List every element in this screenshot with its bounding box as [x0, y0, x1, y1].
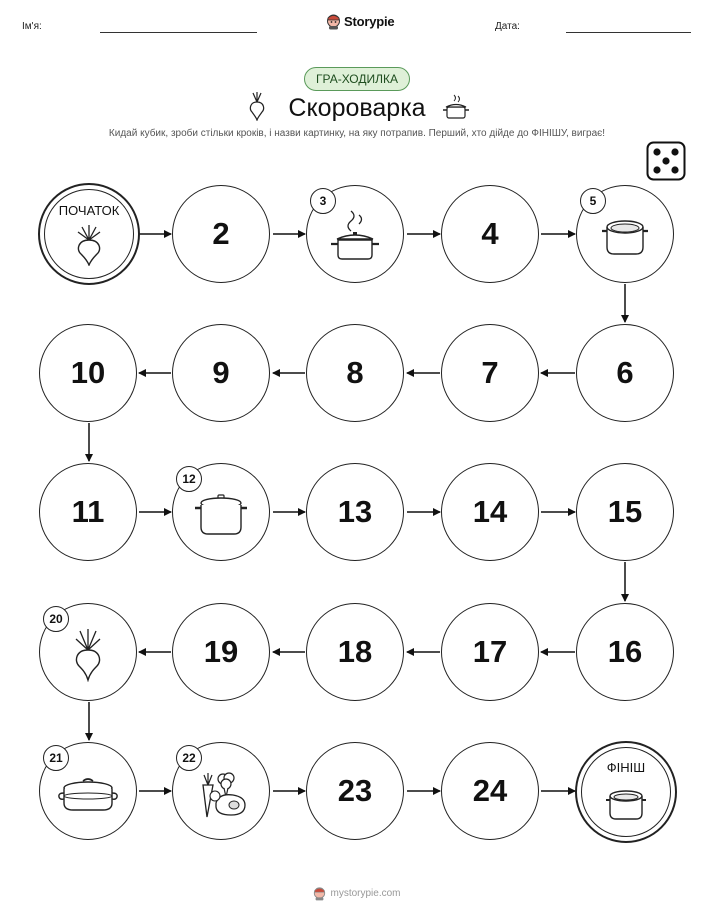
finish-cell — [575, 741, 677, 843]
game-type-badge: ГРА-ХОДИЛКА — [304, 67, 410, 91]
board-cell: 9 — [172, 324, 270, 422]
board-cell: 16 — [576, 603, 674, 701]
board-cell: 12 — [172, 463, 270, 561]
date-label: Дата: — [495, 21, 520, 32]
storypie-mascot-icon — [313, 886, 326, 901]
board-cell: 8 — [306, 324, 404, 422]
board-cell: 5 — [576, 185, 674, 283]
vegetables-meat-icon — [193, 769, 249, 819]
footer — [0, 886, 714, 901]
board-cell: 13 — [306, 463, 404, 561]
board-cell: 22 — [172, 742, 270, 840]
beet-icon — [71, 628, 105, 682]
board-cell: 24 — [441, 742, 539, 840]
name-label: Ім'я: — [22, 21, 42, 32]
board-cell: 7 — [441, 324, 539, 422]
instructions: Кидай кубик, зроби стільки кроків, і назви картинку, на яку потрапив. Перший, хто дійде до ФІНІШУ, виграє! — [108, 128, 606, 139]
saucepan-icon — [193, 493, 249, 537]
board-cell: 14 — [441, 463, 539, 561]
board-cell: 18 — [306, 603, 404, 701]
board-cell: 10 — [39, 324, 137, 422]
board-cell: 17 — [441, 603, 539, 701]
footer-url[interactable]: mystorypie.com — [330, 888, 401, 899]
brand-name: Storypie — [344, 14, 395, 29]
board-cell: 4 — [441, 185, 539, 283]
board-cell: 23 — [306, 742, 404, 840]
page-title: Скороварка — [288, 94, 426, 122]
board-cell: 11 — [39, 463, 137, 561]
board-cell: 2 — [172, 185, 270, 283]
start-cell — [38, 183, 140, 285]
finish-label: ФІНІШ — [606, 760, 646, 775]
casserole-pot-icon — [57, 776, 119, 814]
board-cell: 20 — [39, 603, 137, 701]
board-cell: 15 — [576, 463, 674, 561]
start-label: ПОЧАТОК — [58, 203, 120, 218]
steaming-pot-icon — [329, 209, 381, 263]
board-cell: 21 — [39, 742, 137, 840]
board-cell: 19 — [172, 603, 270, 701]
board-cell: 3 — [306, 185, 404, 283]
board-cell: 6 — [576, 324, 674, 422]
soup-pot-icon — [600, 217, 650, 257]
